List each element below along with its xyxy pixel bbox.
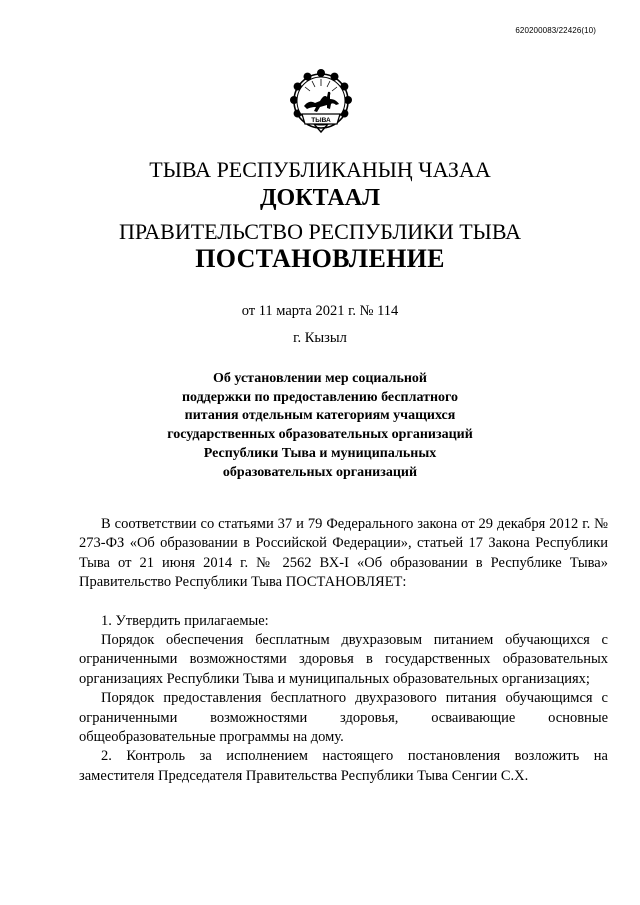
subject-line: образовательных организаций (222, 464, 418, 480)
subject-line: поддержки по предоставлению бесплатного (181, 389, 459, 405)
item-1-procedure-b: Порядок предоставления бесплатного двухразового питания обучающимся с ограниченными возможностями здоровья, осваивающие основные общеобразовательные программы на дому. (79, 690, 608, 746)
subject-heading (0, 370, 640, 482)
city: г. Кызыл (293, 330, 347, 346)
item-2: 2. Контроль за исполнением настоящего постановления возложить на заместителя Председателя Правительства Республики Тыва Сенгии С.Х. (79, 748, 608, 784)
date-number: от 11 марта 2021 г. № 114 (241, 303, 399, 319)
doc-type-russian: ПОСТАНОВЛЕНИЕ (195, 244, 445, 273)
item-1-procedure-a: Порядок обеспечения бесплатным двухразовым питанием обучающихся с ограниченными возможностями здоровья в государственных образовательных организациях Республики Тыва и муниципальных образовательных организациях; (79, 632, 608, 687)
subject-line: государственных образовательных организаций (167, 427, 473, 443)
item-1: 1. Утвердить прилагаемые: (101, 612, 269, 629)
subject-line: Республики Тыва и муниципальных (203, 445, 437, 461)
subject-line: питания отдельным категориям учащихся (184, 408, 456, 424)
title-russian: ПРАВИТЕЛЬСТВО РЕСПУБЛИКИ ТЫВА (118, 219, 522, 244)
subject-line: Об установлении мер социальной (213, 371, 427, 386)
preamble-paragraph: В соответствии со статьями 37 и 79 Федерального закона от 29 декабря 2012 г. № 273-ФЗ «Об образовании в Российской Федерации», статьей 17 Закона Республики Тыва от 21 июня 2014 г. № 2562 ВХ-I «Об образовании в Республике Тыва» Правительство Республики Тыва ПОСТАНОВЛЯЕТ: (79, 516, 608, 591)
document-id: 620200083/22426(10) (515, 26, 596, 35)
emblem-ribbon-text: ТЫВА (311, 117, 331, 124)
document-body (79, 515, 608, 786)
title-tyva: ТЫВА РЕСПУБЛИКАНЫҢ ЧАЗАА (149, 157, 491, 182)
tyva-coat-of-arms-icon (290, 68, 352, 136)
doc-type-tyva: ДОКТААЛ (260, 185, 380, 211)
